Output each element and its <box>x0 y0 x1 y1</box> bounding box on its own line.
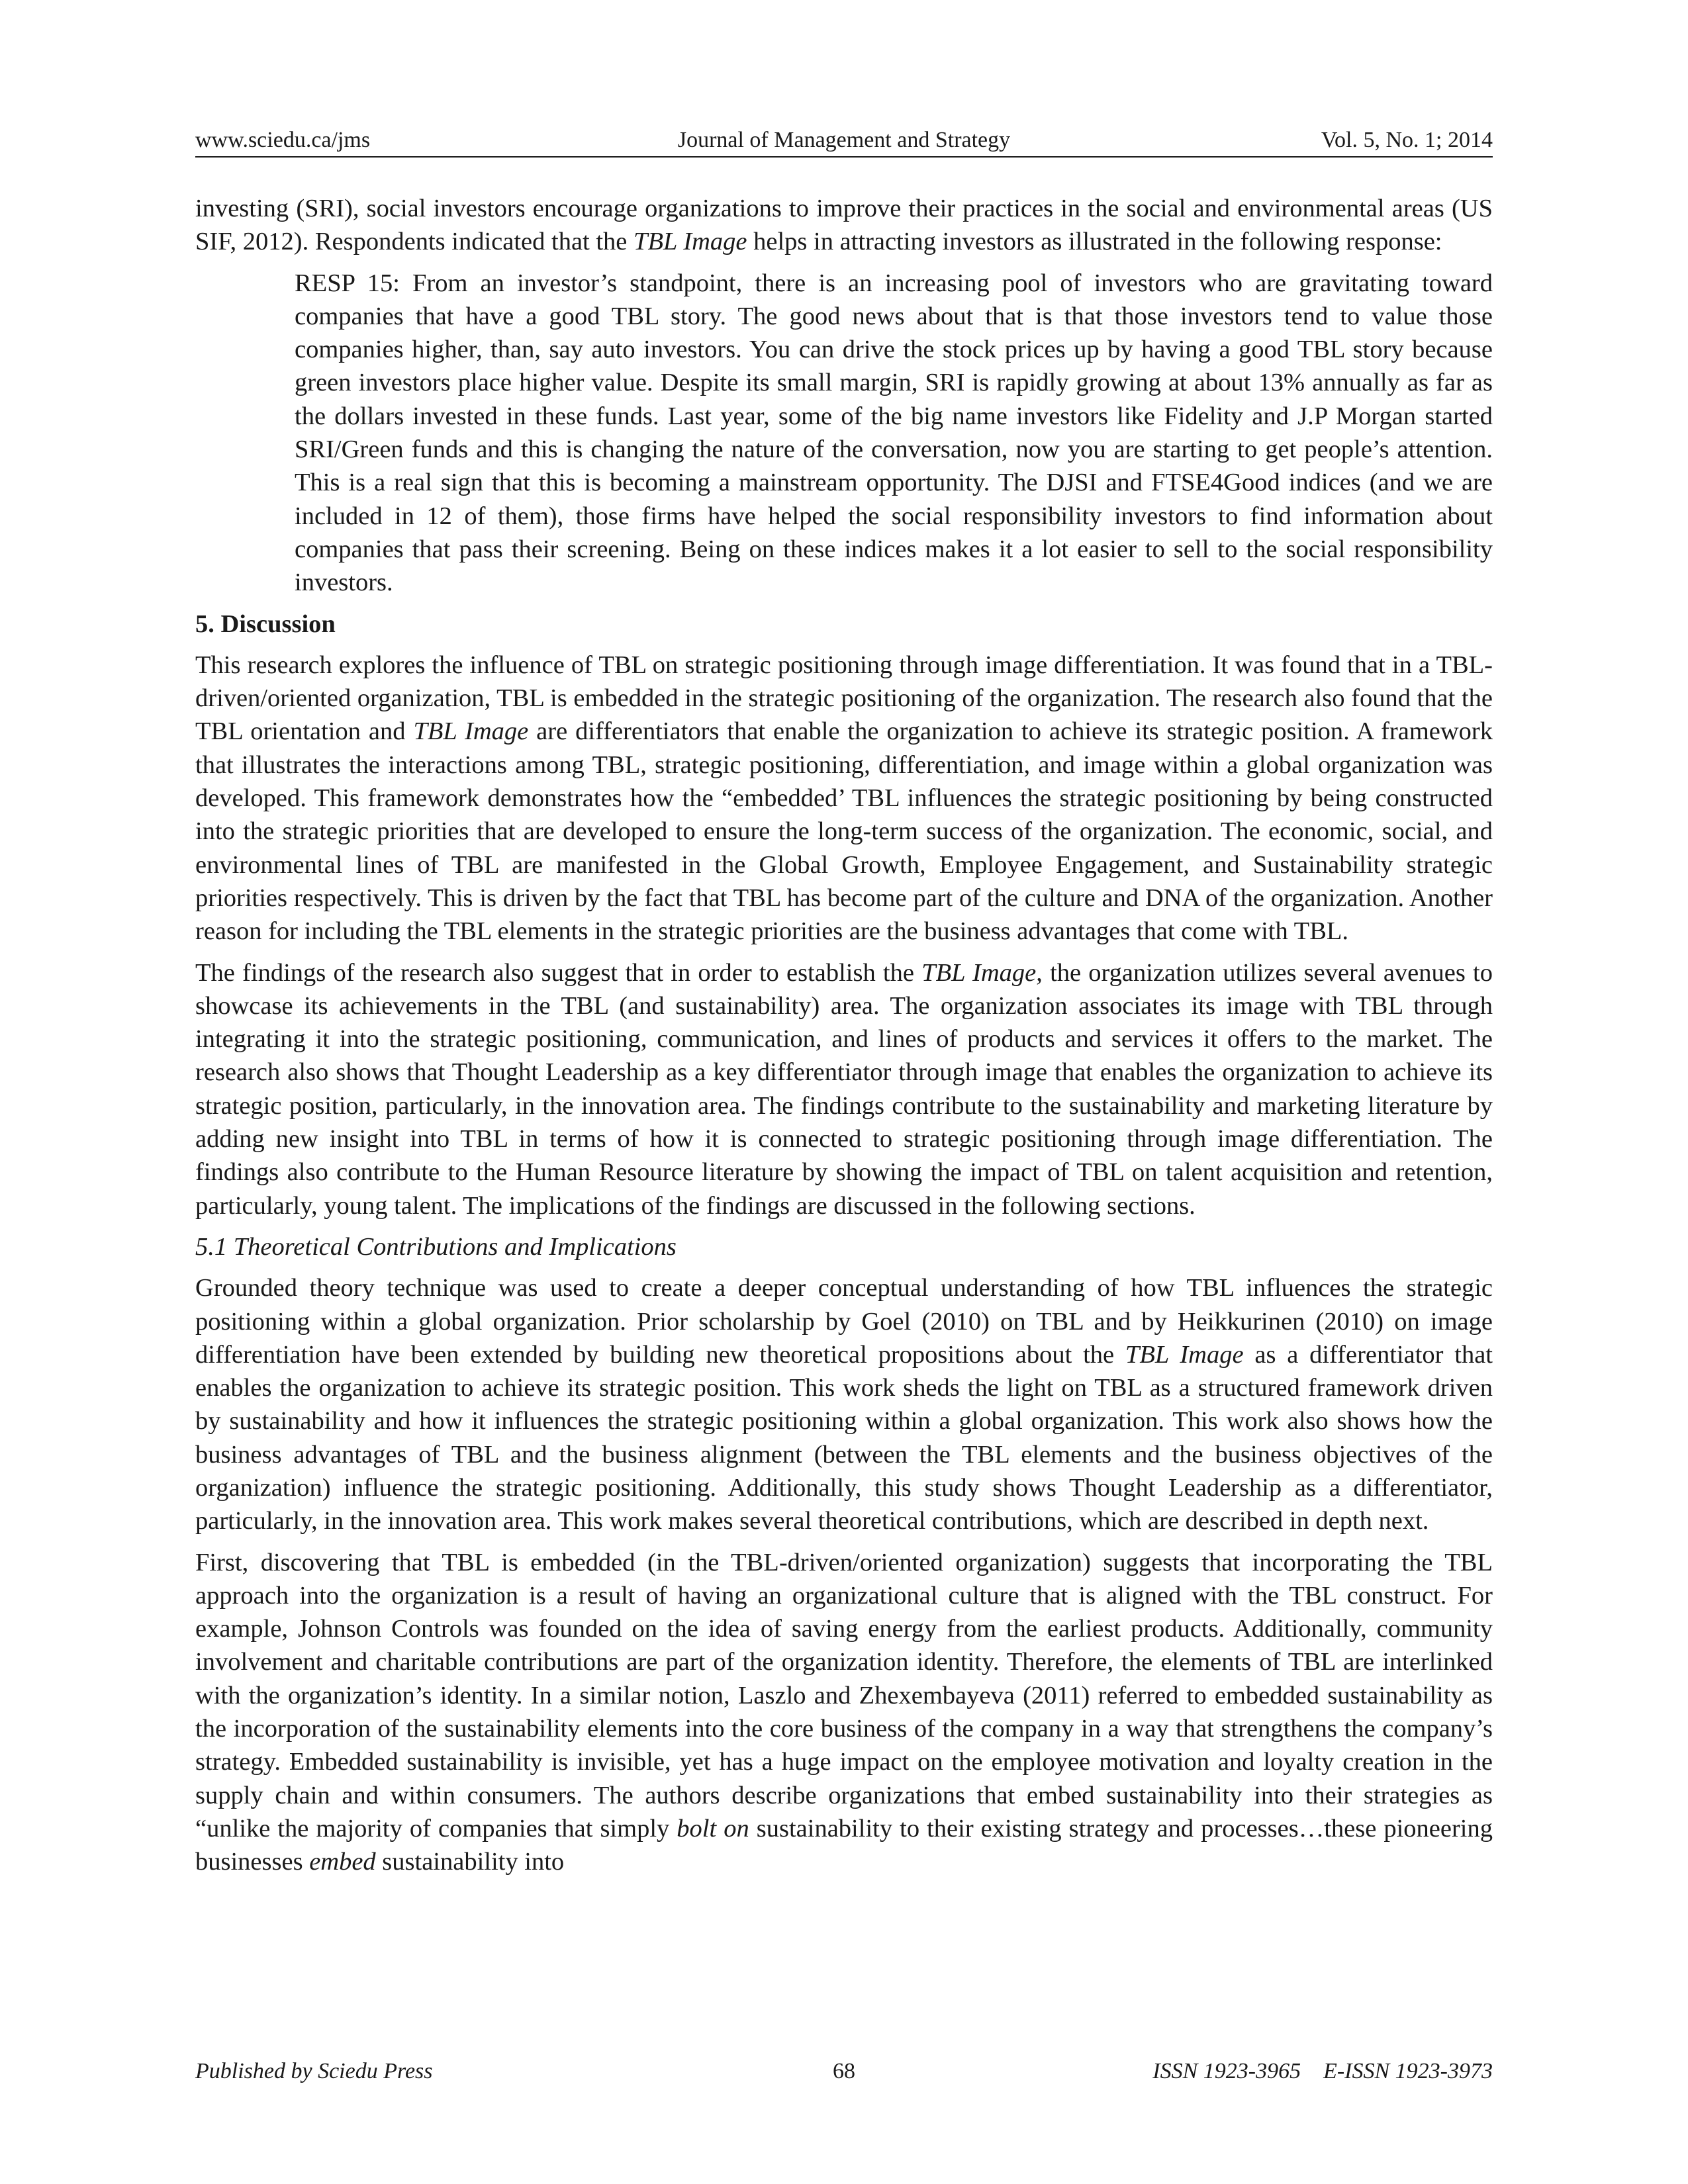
paragraph-intro: investing (SRI), social investors encourage organizations to improve their practices in the social and environmental areas (US SIF, 2012). Respondents indicated that the TBL Image helps in attracting investors as illustrated in the following response: <box>195 195 1493 256</box>
paragraph-theoretical-2: First, discovering that TBL is embedded (in the TBL-driven/oriented organization) suggests that incorporating the TBL approach into the organization is a result of having an organizational culture that is aligned with the TBL construct. For example, Johnson Controls was founded on the idea of saving energy from the earliest products. Additionally, community involvement and charitable contributions are part of the organization identity. Therefore, the elements of TBL are interlinked with the organization’s identity. In a similar notion, Laszlo and Zhexembayeva (2011) referred to embedded sustainability as the incorporation of the sustainability elements into the core business of the company in a way that strengthens the company’s strategy. Embedded sustainability is invisible, yet has a huge impact on the employee motivation and loyalty creation in the supply chain and within consumers. The authors describe organizations that embed sustainability into their strategies as “unlike the majority of companies that simply bolt on sustainability to their existing strategy and processes…these pioneering businesses embed sustainability into <box>195 1548 1493 1876</box>
paragraph-theoretical-1: Grounded theory technique was used to create a deeper conceptual understanding of how TBL influences the strategic positioning within a global organization. Prior scholarship by Goel (2010) on TBL and by Heikkurinen (2010) on image differentiation have been extended by building new theoretical propositions about the TBL Image as a differentiator that enables the organization to achieve its strategic position. This work sheds the light on TBL as a structured framework driven by sustainability and how it influences the strategic positioning within a global organization. This work also shows how the business advantages of TBL and the business alignment (between the TBL elements and the business objectives of the organization) influence the strategic positioning. Additionally, this study shows Thought Leadership as a differentiator, particularly, in the innovation area. This work makes several theoretical contributions, which are described in depth next. <box>195 1274 1493 1535</box>
section-heading-discussion: 5. Discussion <box>195 610 336 638</box>
page-number: 68 <box>833 2059 855 2083</box>
publisher: Published by Sciedu Press <box>195 2059 433 2083</box>
emphasis-tbl-image: TBL Image <box>633 228 747 256</box>
subsection-heading-theoretical: 5.1 Theoretical Contributions and Implications <box>195 1232 677 1261</box>
running-header <box>195 124 1493 158</box>
journal-title: Journal of Management and Strategy <box>677 128 1011 152</box>
paragraph-discussion-1: This research explores the influence of TBL on strategic positioning through image differentiation. It was found that in a TBL-driven/oriented organization, TBL is embedded in the strategic positioning of the organization. The research also found that the TBL orientation and TBL Image are differentiators that enable the organization to achieve its strategic position. A framework that illustrates the interactions among TBL, strategic positioning, differentiation, and image within a global organization was developed. This framework demonstrates how the “embedded’ TBL influences the strategic positioning by being constructed into the strategic priorities that are developed to ensure the long-term success of the organization. The economic, social, and environmental lines of TBL are manifested in the Global Growth, Employee Engagement, and Sustainability strategic priorities respectively. This is driven by the fact that TBL has become part of the culture and DNA of the organization. Another reason for including the TBL elements in the strategic priorities are the business advantages that come with TBL. <box>195 651 1493 946</box>
emphasis-embed: embed <box>309 1848 376 1876</box>
issn-info: ISSN 1923-3965 E-ISSN 1923-3973 <box>1152 2059 1493 2083</box>
paragraph-discussion-2: The findings of the research also suggest that in order to establish the TBL Image, the organization utilizes several avenues to showcase its achievements in the TBL (and sustainability) area. The organization associates its image with TBL through integrating it into the strategic positioning, communication, and lines of products and services it offers to the market. The research also shows that Thought Leadership as a key differentiator through image that enables the organization to achieve its strategic position, particularly, in the innovation area. The findings contribute to the sustainability and marketing literature by adding new insight into TBL in terms of how it is connected to strategic positioning through image differentiation. The findings also contribute to the Human Resource literature by showing the impact of TBL on talent acquisition and retention, particularly, young talent. The implications of the findings are discussed in the following sections. <box>195 958 1493 1220</box>
emphasis-tbl-image: TBL Image <box>921 958 1037 987</box>
page-body <box>195 192 1493 1879</box>
running-footer <box>195 2055 1493 2088</box>
emphasis-bolt-on: bolt on <box>677 1814 749 1843</box>
emphasis-tbl-image: TBL Image <box>413 717 529 746</box>
block-quote-resp15: RESP 15: From an investor’s standpoint, there is an increasing pool of investors who are gravitating toward companies that have a good TBL story. The good news about that is that those investors tend to value those companies higher, than, say auto investors. You can drive the stock prices up by having a good TBL story because green investors place higher value. Despite its small margin, SRI is rapidly growing at about 13% annually as far as the dollars invested in these funds. Last year, some of the big name investors like Fidelity and J.P Morgan started SRI/Green funds and this is changing the nature of the conversation, now you are starting to get people’s attention. This is a real sign that this is becoming a mainstream opportunity. The DJSI and FTSE4Good indices (and we are included in 12 of them), those firms have helped the social responsibility investors to find information about companies that pass their screening. Being on these indices makes it a lot easier to sell to the social responsibility investors. <box>295 269 1493 597</box>
journal-url[interactable]: www.sciedu.ca/jms <box>195 128 371 152</box>
volume-info: Vol. 5, No. 1; 2014 <box>1321 128 1493 152</box>
emphasis-tbl-image: TBL Image <box>1125 1340 1244 1369</box>
